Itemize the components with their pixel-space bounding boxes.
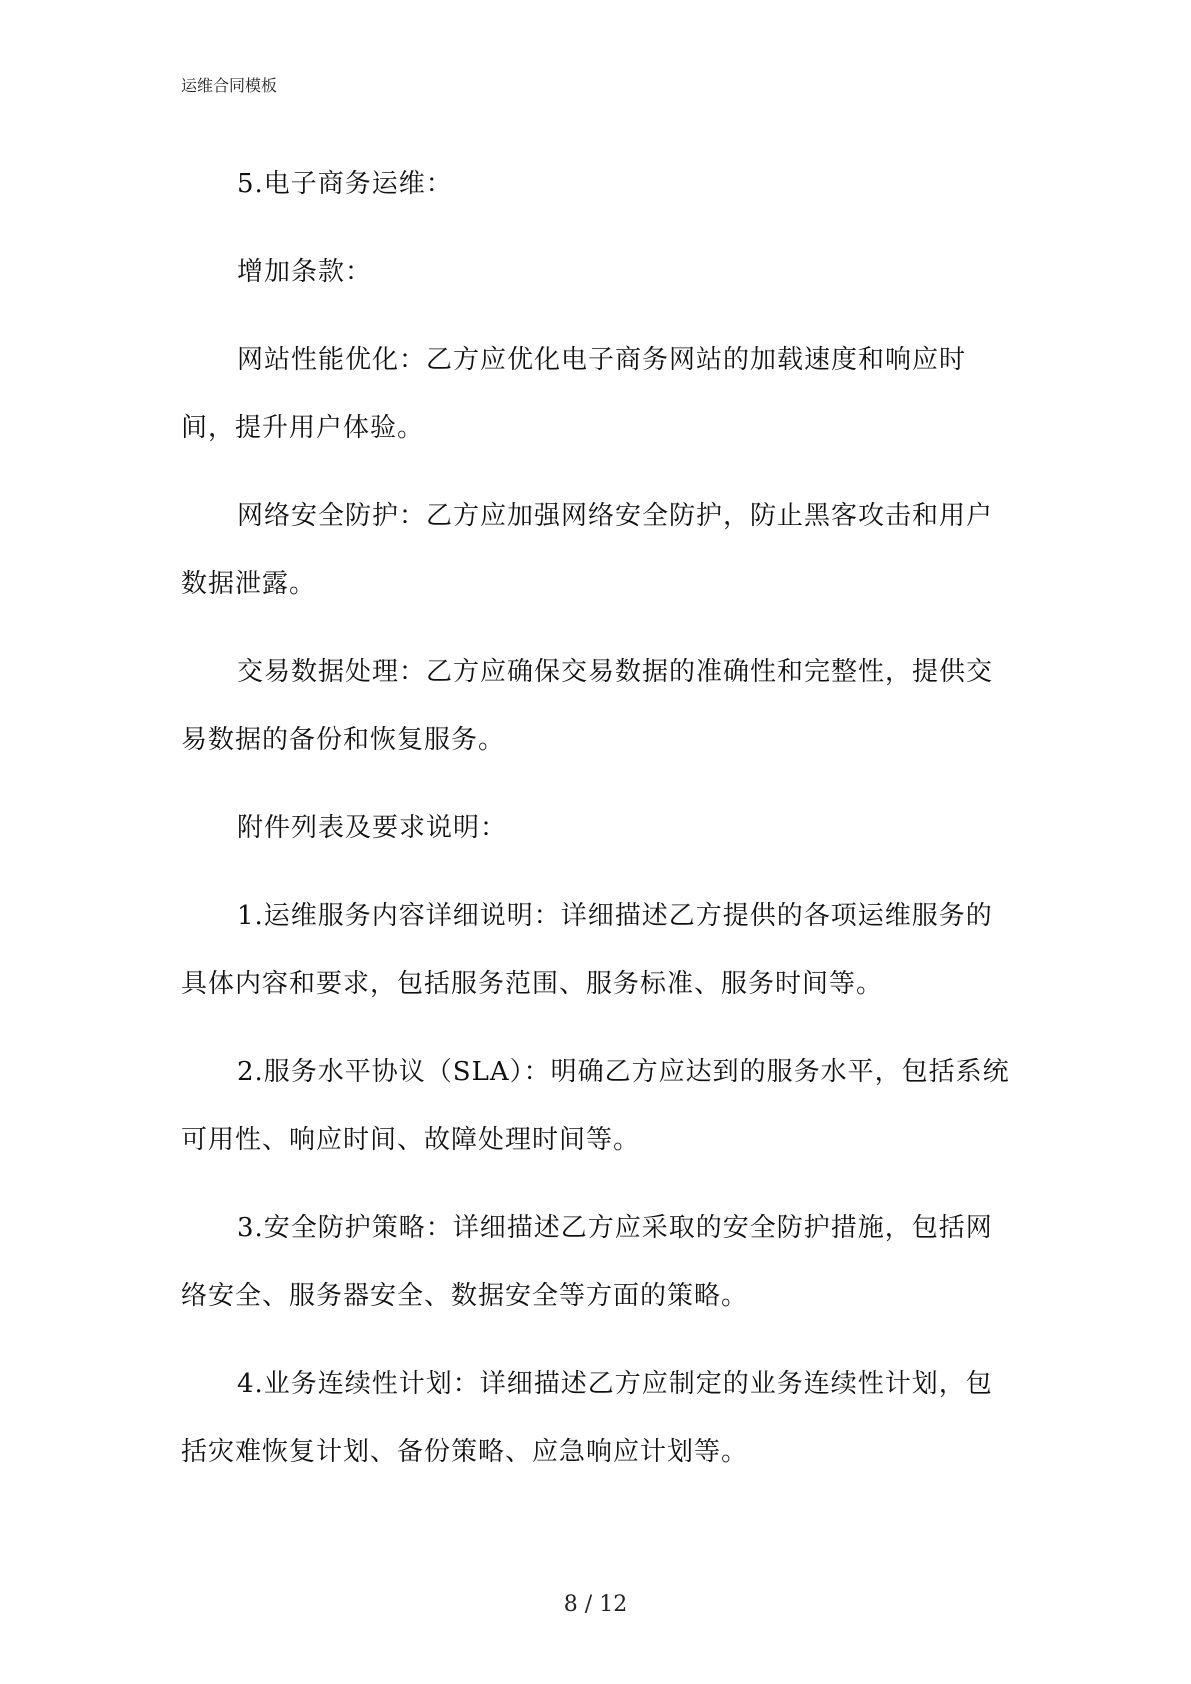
attachment-item-3: 3.安全防护策略：详细描述乙方应采取的安全防护措施，包括网络安全、服务器安全、数据安全等方面的策略。	[181, 1213, 993, 1311]
attachment-item-1: 1.运维服务内容详细说明：详细描述乙方提供的各项运维服务的具体内容和要求，包括服务范围、服务标准、服务时间等。	[181, 901, 993, 999]
page-header-title: 运维合同模板	[181, 76, 278, 95]
clause-website-performance: 网站性能优化：乙方应优化电子商务网站的加载速度和响应时间，提升用户体验。	[181, 345, 967, 443]
document-body	[181, 150, 1011, 1486]
attachment-item-4: 4.业务连续性计划：详细描述乙方应制定的业务连续性计划，包括灾难恢复计划、备份策略、应急响应计划等。	[181, 1369, 993, 1467]
attachments-heading: 附件列表及要求说明：	[237, 813, 508, 843]
page-number: 8 / 12	[563, 1592, 628, 1617]
added-clauses-heading: 增加条款：	[237, 257, 373, 287]
clause-transaction-data: 交易数据处理：乙方应确保交易数据的准确性和完整性，提供交易数据的备份和恢复服务。	[181, 657, 994, 755]
section-heading-ecommerce: 5.电子商务运维：	[237, 169, 453, 199]
clause-network-security: 网络安全防护：乙方应加强网络安全防护，防止黑客攻击和用户数据泄露。	[181, 501, 994, 599]
attachment-item-2: 2.服务水平协议（SLA）：明确乙方应达到的服务水平，包括系统可用性、响应时间、故障处理时间等。	[181, 1057, 1010, 1155]
